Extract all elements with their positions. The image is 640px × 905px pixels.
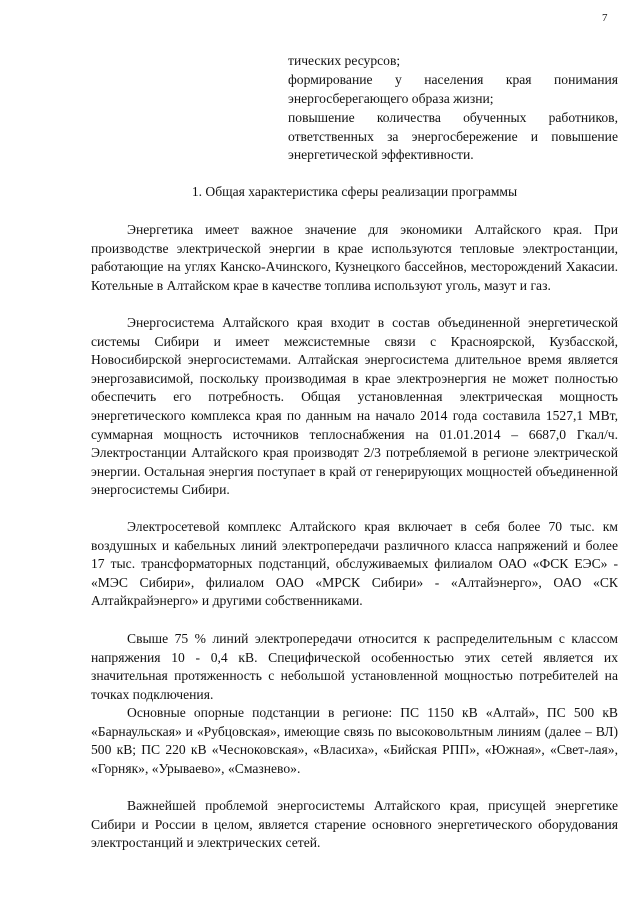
list-item-1: тических ресурсов;: [288, 53, 401, 68]
list-item-2: формирование у населения края понимания энергосберегающего образа жизни;: [288, 72, 618, 106]
paragraph-3: Электросетевой комплекс Алтайского края включает в себя более 70 тыс. км воздушных и кабельных линий электропередачи различного класса напряжений и более 17 тыс. трансформаторных подстанций, обслуживаемых филиалом ОАО «ФСК ЕЭС» - «МЭС Сибири», филиалом ОАО «МРСК Сибири» - «Алтайэнерго», ОАО «СК Алтайкрайэнерго» и другими собственниками.: [91, 519, 618, 609]
list-item-3: повышение количества обученных работников, ответственных за энергосбережение и повышение энергетической эффективности.: [288, 110, 618, 163]
paragraph-1: Энергетика имеет важное значение для экономики Алтайского края. При производстве электрической энергии в крае используются тепловые электростанции, работающие на углях Канско-Ачинского, Кузнецкого бассейнов, месторождений Хакасии. Котельные в Алтайском крае в качестве топлива используют уголь, мазут и газ.: [91, 222, 618, 293]
section-heading: 1. Общая характеристика сферы реализации программы: [191, 184, 518, 199]
paragraph-2: Энергосистема Алтайского края входит в состав объединенной энергетической системы Сибири и имеет межсистемные связи с Красноярской, Кузбасской, Новосибирской энергосистемами. Алтайская энергосистема длительное время является энергозависимой, поскольку производимая в крае электроэнергия не может полностью обеспечить его потребность. Общая установленная электрическая мощность энергетического комплекса края по данным на начало 2014 года составила 1527,1 МВт, суммарная мощность источников теплоснабжения на 01.01.2014 – 6687,0 Гкал/ч. Электростанции Алтайского края производят 2/3 потребляемой в регионе электрической энергии. Остальная энергия поступает в край от генерирующих мощностей объединенной энергосистемы Сибири.: [91, 315, 618, 498]
page-number: 7: [602, 12, 608, 24]
paragraph-4: Свыше 75 % линий электропередачи относится к распределительным с классом напряжения 10 - 0,4 кВ. Специфической особенностью этих сетей является их значительная протяженность с небольшой установленной мощностью потребителей на точках подключения.: [91, 631, 618, 702]
paragraph-5: Основные опорные подстанции в регионе: ПС 1150 кВ «Алтай», ПС 500 кВ «Барнаульская» и «Рубцовская», имеющие связь по высоковольтным линиям (далее – ВЛ) 500 кВ; ПС 220 кВ «Чесноковская», «Власиха», «Бийская РПП», «Южная», «Свет-лая», «Горняк», «Урываево», «Смазнево».: [91, 705, 618, 776]
paragraph-6: Важнейшей проблемой энергосистемы Алтайского края, присущей энергетике Сибири и России в целом, является старение основного энергетического оборудования электростанций и электрических сетей.: [91, 798, 618, 851]
